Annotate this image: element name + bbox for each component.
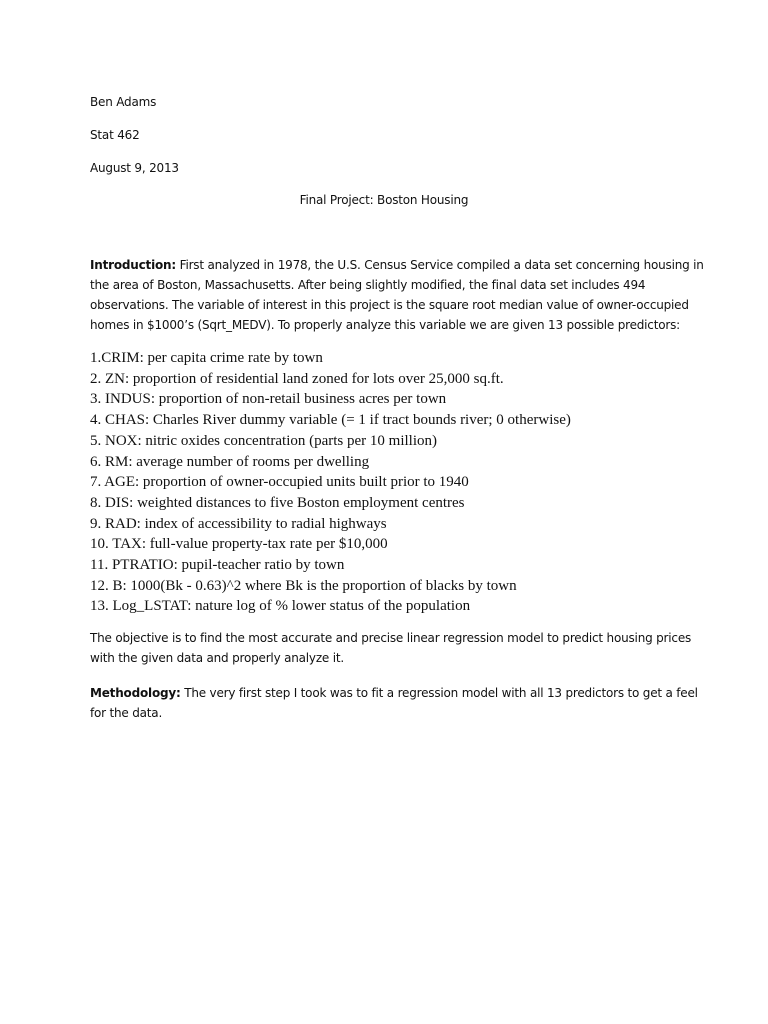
introduction-line-3: observations. The variable of interest in this project is the square root median value of owner-occupied — [90, 298, 689, 312]
predictor-item: 5. NOX: nitric oxides concentration (parts per 10 million) — [90, 432, 437, 449]
document-date: August 9, 2013 — [90, 161, 179, 175]
course-name: Stat 462 — [90, 128, 140, 142]
methodology-line-1: Methodology: The very first step I took was to fit a regression model with all 13 predictors to get a feel — [90, 686, 698, 700]
predictor-item: 9. RAD: index of accessibility to radial highways — [90, 515, 387, 532]
introduction-line-4: homes in $1000’s (Sqrt_MEDV). To properly analyze this variable we are given 13 possible predictors: — [90, 318, 680, 332]
predictor-item: 13. Log_LSTAT: nature log of % lower status of the population — [90, 598, 471, 615]
predictor-item: 8. DIS: weighted distances to five Boston employment centres — [90, 494, 465, 511]
predictor-item: 4. CHAS: Charles River dummy variable (= 1 if tract bounds river; 0 otherwise) — [90, 412, 571, 429]
predictor-item: 3. INDUS: proportion of non-retail business acres per town — [90, 391, 447, 408]
methodology-label: Methodology: — [90, 686, 181, 700]
methodology-paragraph — [90, 683, 698, 723]
predictor-item: 12. B: 1000(Bk - 0.63)^2 where Bk is the proportion of blacks by town — [90, 577, 517, 594]
predictor-item: 2. ZN: proportion of residential land zoned for lots over 25,000 sq.ft. — [90, 370, 504, 387]
predictor-item: 1.CRIM: per capita crime rate by town — [90, 350, 323, 366]
predictor-item: 11. PTRATIO: pupil-teacher ratio by town — [90, 557, 345, 574]
objective-line-1: The objective is to find the most accurate and precise linear regression model to predict housing prices — [90, 631, 692, 645]
objective-line-2: with the given data and properly analyze it. — [90, 651, 344, 665]
predictor-list — [90, 348, 571, 617]
predictor-item: 6. RM: average number of rooms per dwelling — [90, 453, 370, 470]
predictor-item: 10. TAX: full-value property-tax rate per $10,000 — [90, 536, 388, 553]
introduction-label: Introduction: — [90, 258, 176, 272]
author-name: Ben Adams — [90, 95, 157, 109]
methodology-line-2: for the data. — [90, 706, 163, 720]
predictor-item: 7. AGE: proportion of owner-occupied units built prior to 1940 — [90, 474, 469, 491]
document-title: Final Project: Boston Housing — [299, 193, 469, 207]
objective-paragraph — [90, 628, 690, 668]
introduction-line-1: Introduction: First analyzed in 1978, the U.S. Census Service compiled a data set concerning housing in — [90, 258, 704, 272]
introduction-paragraph — [90, 255, 704, 335]
introduction-line-2: the area of Boston, Massachusetts. After being slightly modified, the final data set includes 494 — [90, 278, 646, 292]
